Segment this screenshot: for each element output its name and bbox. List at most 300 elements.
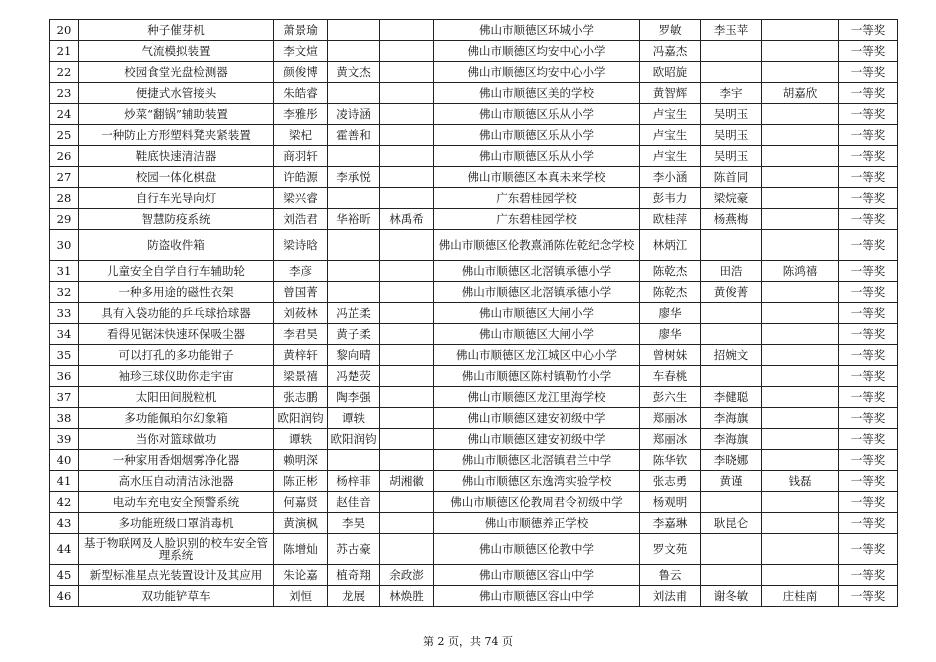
table-row bbox=[50, 125, 898, 146]
teacher-1: 鲁云 bbox=[640, 565, 701, 586]
row-number: 22 bbox=[50, 62, 79, 83]
teacher-2: 陈首同 bbox=[701, 167, 762, 188]
award-level: 一等奖 bbox=[839, 261, 898, 282]
author-2: 杨梓菲 bbox=[328, 471, 380, 492]
project-name: 一种防止方形塑料凳夹紧装置 bbox=[79, 125, 274, 146]
row-number: 37 bbox=[50, 387, 79, 408]
table-row bbox=[50, 20, 898, 41]
table-body bbox=[50, 20, 898, 607]
table-row bbox=[50, 345, 898, 366]
school-name: 佛山市顺德区美的学校 bbox=[434, 83, 640, 104]
teacher-1: 欧桂萍 bbox=[640, 209, 701, 230]
teacher-3 bbox=[762, 366, 839, 387]
school-name: 佛山市顺德区均安中心小学 bbox=[434, 41, 640, 62]
author-1: 萧景瑜 bbox=[274, 20, 328, 41]
project-name: 自行车光导向灯 bbox=[79, 188, 274, 209]
teacher-2: 李晓娜 bbox=[701, 450, 762, 471]
project-name: 可以打孔的多功能钳子 bbox=[79, 345, 274, 366]
author-3 bbox=[380, 345, 434, 366]
author-3 bbox=[380, 188, 434, 209]
row-number: 34 bbox=[50, 324, 79, 345]
table-row bbox=[50, 450, 898, 471]
teacher-2 bbox=[701, 303, 762, 324]
school-name: 佛山市顺德区建安初级中学 bbox=[434, 429, 640, 450]
teacher-3 bbox=[762, 450, 839, 471]
author-2: 李昊 bbox=[328, 513, 380, 534]
project-name: 一种多用途的磁性衣架 bbox=[79, 282, 274, 303]
teacher-2 bbox=[701, 366, 762, 387]
author-2: 冯楚荧 bbox=[328, 366, 380, 387]
teacher-2: 李健聪 bbox=[701, 387, 762, 408]
award-level: 一等奖 bbox=[839, 534, 898, 565]
project-name: 炒菜“翻锅”辅助装置 bbox=[79, 104, 274, 125]
table-row bbox=[50, 471, 898, 492]
school-name: 佛山市顺德区陈村镇勒竹小学 bbox=[434, 366, 640, 387]
author-1: 梁杞 bbox=[274, 125, 328, 146]
table-row bbox=[50, 429, 898, 450]
author-1: 谭轶 bbox=[274, 429, 328, 450]
project-name: 多功能班级口罩消毒机 bbox=[79, 513, 274, 534]
teacher-3: 庄桂南 bbox=[762, 586, 839, 607]
award-level: 一等奖 bbox=[839, 450, 898, 471]
project-name: 当你对篮球做功 bbox=[79, 429, 274, 450]
row-number: 42 bbox=[50, 492, 79, 513]
author-1: 曾国菁 bbox=[274, 282, 328, 303]
table-row bbox=[50, 408, 898, 429]
author-3 bbox=[380, 230, 434, 261]
award-level: 一等奖 bbox=[839, 167, 898, 188]
award-level: 一等奖 bbox=[839, 471, 898, 492]
school-name: 佛山市顺德区北滘镇君兰中学 bbox=[434, 450, 640, 471]
author-3: 胡湘徽 bbox=[380, 471, 434, 492]
school-name: 佛山市顺德区乐从小学 bbox=[434, 146, 640, 167]
school-name: 广东碧桂园学校 bbox=[434, 188, 640, 209]
teacher-3 bbox=[762, 492, 839, 513]
row-number: 26 bbox=[50, 146, 79, 167]
teacher-1: 陈乾杰 bbox=[640, 261, 701, 282]
award-level: 一等奖 bbox=[839, 62, 898, 83]
school-name: 佛山市顺德区北滘镇承德小学 bbox=[434, 261, 640, 282]
author-3: 林焕胜 bbox=[380, 586, 434, 607]
author-1: 刘莜林 bbox=[274, 303, 328, 324]
school-name: 佛山市顺德区伦教中学 bbox=[434, 534, 640, 565]
project-name: 儿童安全自学自行车辅助轮 bbox=[79, 261, 274, 282]
row-number: 23 bbox=[50, 83, 79, 104]
teacher-2 bbox=[701, 324, 762, 345]
award-level: 一等奖 bbox=[839, 565, 898, 586]
teacher-3 bbox=[762, 62, 839, 83]
teacher-3 bbox=[762, 209, 839, 230]
teacher-2: 黄俊菁 bbox=[701, 282, 762, 303]
project-name: 校园食堂光盘检测器 bbox=[79, 62, 274, 83]
award-level: 一等奖 bbox=[839, 387, 898, 408]
teacher-1: 卢宝生 bbox=[640, 104, 701, 125]
author-1: 梁兴睿 bbox=[274, 188, 328, 209]
project-name: 双功能铲草车 bbox=[79, 586, 274, 607]
project-name: 校园一体化棋盘 bbox=[79, 167, 274, 188]
project-name: 袖珍三球仪助你走宇宙 bbox=[79, 366, 274, 387]
author-2: 苏古豪 bbox=[328, 534, 380, 565]
teacher-1: 张志勇 bbox=[640, 471, 701, 492]
teacher-1: 罗文苑 bbox=[640, 534, 701, 565]
author-2: 黄文杰 bbox=[328, 62, 380, 83]
teacher-3 bbox=[762, 146, 839, 167]
teacher-3 bbox=[762, 104, 839, 125]
author-2: 欧阳润钧 bbox=[328, 429, 380, 450]
table-row bbox=[50, 303, 898, 324]
author-2: 黄子柔 bbox=[328, 324, 380, 345]
project-name: 基于物联网及人脸识别的校车安全管理系统 bbox=[79, 534, 274, 565]
table-row bbox=[50, 586, 898, 607]
award-level: 一等奖 bbox=[839, 104, 898, 125]
teacher-3 bbox=[762, 282, 839, 303]
author-1: 梁景禧 bbox=[274, 366, 328, 387]
teacher-1: 曾树妹 bbox=[640, 345, 701, 366]
author-1: 黄梓轩 bbox=[274, 345, 328, 366]
award-level: 一等奖 bbox=[839, 209, 898, 230]
teacher-2 bbox=[701, 534, 762, 565]
author-3 bbox=[380, 62, 434, 83]
author-2 bbox=[328, 261, 380, 282]
author-3 bbox=[380, 408, 434, 429]
teacher-1: 林炳江 bbox=[640, 230, 701, 261]
school-name: 佛山市顺德养正学校 bbox=[434, 513, 640, 534]
award-level: 一等奖 bbox=[839, 188, 898, 209]
author-3 bbox=[380, 83, 434, 104]
table-row bbox=[50, 41, 898, 62]
teacher-3 bbox=[762, 565, 839, 586]
author-3: 余政澎 bbox=[380, 565, 434, 586]
teacher-2 bbox=[701, 565, 762, 586]
author-3: 林禹希 bbox=[380, 209, 434, 230]
project-name: 一种家用香烟烟雾净化器 bbox=[79, 450, 274, 471]
author-1: 朱皓睿 bbox=[274, 83, 328, 104]
row-number: 25 bbox=[50, 125, 79, 146]
author-3 bbox=[380, 513, 434, 534]
table-row bbox=[50, 261, 898, 282]
author-3 bbox=[380, 324, 434, 345]
school-name: 佛山市顺德区建安初级中学 bbox=[434, 408, 640, 429]
project-name: 智慧防疫系统 bbox=[79, 209, 274, 230]
author-2: 霍善和 bbox=[328, 125, 380, 146]
school-name: 佛山市顺德区本真未来学校 bbox=[434, 167, 640, 188]
teacher-1: 车春桃 bbox=[640, 366, 701, 387]
author-1: 梁诗晗 bbox=[274, 230, 328, 261]
award-level: 一等奖 bbox=[839, 513, 898, 534]
author-1: 颜俊博 bbox=[274, 62, 328, 83]
row-number: 41 bbox=[50, 471, 79, 492]
teacher-1: 黄智辉 bbox=[640, 83, 701, 104]
teacher-2 bbox=[701, 62, 762, 83]
project-name: 高水压自动清洁泳池器 bbox=[79, 471, 274, 492]
teacher-1: 杨观明 bbox=[640, 492, 701, 513]
teacher-2: 谢冬敏 bbox=[701, 586, 762, 607]
teacher-1: 彭六生 bbox=[640, 387, 701, 408]
row-number: 38 bbox=[50, 408, 79, 429]
school-name: 佛山市顺德区东逸湾实验学校 bbox=[434, 471, 640, 492]
awards-table bbox=[49, 19, 898, 607]
author-3 bbox=[380, 450, 434, 471]
table-row bbox=[50, 282, 898, 303]
project-name: 便捷式水管接头 bbox=[79, 83, 274, 104]
teacher-3 bbox=[762, 513, 839, 534]
author-2: 李承悦 bbox=[328, 167, 380, 188]
project-name: 太阳田间脱粒机 bbox=[79, 387, 274, 408]
row-number: 36 bbox=[50, 366, 79, 387]
author-3 bbox=[380, 282, 434, 303]
project-name: 新型标准星点光装置设计及其应用 bbox=[79, 565, 274, 586]
author-2: 黎向晴 bbox=[328, 345, 380, 366]
teacher-1: 罗敏 bbox=[640, 20, 701, 41]
teacher-1: 廖华 bbox=[640, 303, 701, 324]
teacher-2 bbox=[701, 230, 762, 261]
teacher-1: 郑丽冰 bbox=[640, 408, 701, 429]
author-3 bbox=[380, 41, 434, 62]
teacher-1: 冯嘉杰 bbox=[640, 41, 701, 62]
table-row bbox=[50, 366, 898, 387]
school-name: 佛山市顺德区容山中学 bbox=[434, 586, 640, 607]
award-level: 一等奖 bbox=[839, 303, 898, 324]
author-1: 黄演枫 bbox=[274, 513, 328, 534]
project-name: 气流模拟装置 bbox=[79, 41, 274, 62]
author-2: 谭轶 bbox=[328, 408, 380, 429]
table-row bbox=[50, 62, 898, 83]
teacher-2: 田浩 bbox=[701, 261, 762, 282]
teacher-3 bbox=[762, 408, 839, 429]
school-name: 佛山市顺德区大闸小学 bbox=[434, 324, 640, 345]
school-name: 佛山市顺德区容山中学 bbox=[434, 565, 640, 586]
award-level: 一等奖 bbox=[839, 408, 898, 429]
award-level: 一等奖 bbox=[839, 366, 898, 387]
author-2: 植奇翔 bbox=[328, 565, 380, 586]
author-3 bbox=[380, 366, 434, 387]
author-1: 李彦 bbox=[274, 261, 328, 282]
author-2 bbox=[328, 282, 380, 303]
author-2 bbox=[328, 188, 380, 209]
author-1: 欧阳润钧 bbox=[274, 408, 328, 429]
award-level: 一等奖 bbox=[839, 586, 898, 607]
teacher-2: 吴明玉 bbox=[701, 146, 762, 167]
award-level: 一等奖 bbox=[839, 125, 898, 146]
table-row bbox=[50, 513, 898, 534]
author-2 bbox=[328, 450, 380, 471]
author-3 bbox=[380, 303, 434, 324]
author-1: 许皓源 bbox=[274, 167, 328, 188]
teacher-3 bbox=[762, 41, 839, 62]
author-2 bbox=[328, 146, 380, 167]
school-name: 佛山市顺德区伦教熹涌陈佐乾纪念学校 bbox=[434, 230, 640, 261]
row-number: 24 bbox=[50, 104, 79, 125]
award-level: 一等奖 bbox=[839, 345, 898, 366]
table-row bbox=[50, 167, 898, 188]
row-number: 28 bbox=[50, 188, 79, 209]
teacher-1: 欧昭旋 bbox=[640, 62, 701, 83]
teacher-1: 陈乾杰 bbox=[640, 282, 701, 303]
school-name: 佛山市顺德区龙江城区中心小学 bbox=[434, 345, 640, 366]
row-number: 27 bbox=[50, 167, 79, 188]
author-1: 李君昊 bbox=[274, 324, 328, 345]
row-number: 39 bbox=[50, 429, 79, 450]
award-level: 一等奖 bbox=[839, 41, 898, 62]
teacher-2: 梁烷豪 bbox=[701, 188, 762, 209]
row-number: 33 bbox=[50, 303, 79, 324]
teacher-1: 彭韦力 bbox=[640, 188, 701, 209]
award-level: 一等奖 bbox=[839, 20, 898, 41]
table-row bbox=[50, 387, 898, 408]
author-2: 陶李强 bbox=[328, 387, 380, 408]
row-number: 29 bbox=[50, 209, 79, 230]
project-name: 看得见锯沫快速环保吸尘器 bbox=[79, 324, 274, 345]
table-row bbox=[50, 209, 898, 230]
author-3 bbox=[380, 167, 434, 188]
award-level: 一等奖 bbox=[839, 83, 898, 104]
teacher-3: 陈鸿禧 bbox=[762, 261, 839, 282]
table-row bbox=[50, 104, 898, 125]
row-number: 21 bbox=[50, 41, 79, 62]
author-3 bbox=[380, 534, 434, 565]
author-3 bbox=[380, 20, 434, 41]
author-3 bbox=[380, 429, 434, 450]
row-number: 20 bbox=[50, 20, 79, 41]
author-1: 刘浩君 bbox=[274, 209, 328, 230]
author-3 bbox=[380, 387, 434, 408]
teacher-3 bbox=[762, 324, 839, 345]
teacher-2: 黄谨 bbox=[701, 471, 762, 492]
author-2: 华裕昕 bbox=[328, 209, 380, 230]
teacher-1: 卢宝生 bbox=[640, 146, 701, 167]
row-number: 31 bbox=[50, 261, 79, 282]
school-name: 广东碧桂园学校 bbox=[434, 209, 640, 230]
teacher-3 bbox=[762, 345, 839, 366]
page-footer: 第 2 页，共 74 页 bbox=[423, 635, 513, 648]
project-name: 具有入袋功能的乒乓球拾球器 bbox=[79, 303, 274, 324]
school-name: 佛山市顺德区环城小学 bbox=[434, 20, 640, 41]
school-name: 佛山市顺德区均安中心小学 bbox=[434, 62, 640, 83]
author-1: 刘恒 bbox=[274, 586, 328, 607]
teacher-2: 吴明玉 bbox=[701, 104, 762, 125]
author-3 bbox=[380, 125, 434, 146]
row-number: 32 bbox=[50, 282, 79, 303]
project-name: 多功能佩珀尔幻象箱 bbox=[79, 408, 274, 429]
author-1: 张志鹏 bbox=[274, 387, 328, 408]
author-2 bbox=[328, 230, 380, 261]
author-2: 龙展 bbox=[328, 586, 380, 607]
table-row bbox=[50, 146, 898, 167]
author-2: 凌诗涵 bbox=[328, 104, 380, 125]
teacher-2: 李玉苹 bbox=[701, 20, 762, 41]
author-1: 陈增灿 bbox=[274, 534, 328, 565]
author-3 bbox=[380, 261, 434, 282]
author-2: 赵佳音 bbox=[328, 492, 380, 513]
row-number: 40 bbox=[50, 450, 79, 471]
row-number: 45 bbox=[50, 565, 79, 586]
school-name: 佛山市顺德区北滘镇承德小学 bbox=[434, 282, 640, 303]
table-row bbox=[50, 565, 898, 586]
teacher-3 bbox=[762, 125, 839, 146]
school-name: 佛山市顺德区大闸小学 bbox=[434, 303, 640, 324]
author-1: 朱论嘉 bbox=[274, 565, 328, 586]
teacher-2: 吴明玉 bbox=[701, 125, 762, 146]
school-name: 佛山市顺德区伦教周君令初级中学 bbox=[434, 492, 640, 513]
project-name: 电动车充电安全预警系统 bbox=[79, 492, 274, 513]
author-2 bbox=[328, 20, 380, 41]
teacher-2: 李海旗 bbox=[701, 429, 762, 450]
teacher-2 bbox=[701, 41, 762, 62]
school-name: 佛山市顺德区乐从小学 bbox=[434, 104, 640, 125]
project-name: 鞋底快速清洁器 bbox=[79, 146, 274, 167]
project-name: 种子催芽机 bbox=[79, 20, 274, 41]
row-number: 46 bbox=[50, 586, 79, 607]
table-row bbox=[50, 324, 898, 345]
teacher-1: 陈华钦 bbox=[640, 450, 701, 471]
author-2 bbox=[328, 41, 380, 62]
award-level: 一等奖 bbox=[839, 492, 898, 513]
row-number: 43 bbox=[50, 513, 79, 534]
teacher-2: 李宇 bbox=[701, 83, 762, 104]
award-level: 一等奖 bbox=[839, 429, 898, 450]
teacher-3 bbox=[762, 303, 839, 324]
author-1: 李文煊 bbox=[274, 41, 328, 62]
teacher-3 bbox=[762, 534, 839, 565]
author-1: 商羽轩 bbox=[274, 146, 328, 167]
teacher-2: 李海旗 bbox=[701, 408, 762, 429]
teacher-3: 胡嘉欣 bbox=[762, 83, 839, 104]
author-1: 赖明深 bbox=[274, 450, 328, 471]
author-3 bbox=[380, 146, 434, 167]
row-number: 30 bbox=[50, 230, 79, 261]
row-number: 44 bbox=[50, 534, 79, 565]
teacher-3 bbox=[762, 188, 839, 209]
teacher-1: 李嘉琳 bbox=[640, 513, 701, 534]
teacher-2: 杨燕梅 bbox=[701, 209, 762, 230]
award-level: 一等奖 bbox=[839, 146, 898, 167]
project-name: 防盗收件箱 bbox=[79, 230, 274, 261]
school-name: 佛山市顺德区龙江里海学校 bbox=[434, 387, 640, 408]
teacher-2: 招婉文 bbox=[701, 345, 762, 366]
teacher-1: 郑丽冰 bbox=[640, 429, 701, 450]
author-3 bbox=[380, 104, 434, 125]
award-level: 一等奖 bbox=[839, 230, 898, 261]
table-row bbox=[50, 83, 898, 104]
teacher-3 bbox=[762, 167, 839, 188]
table-row bbox=[50, 188, 898, 209]
author-3 bbox=[380, 492, 434, 513]
teacher-3 bbox=[762, 387, 839, 408]
author-1: 李雅彤 bbox=[274, 104, 328, 125]
author-1: 何嘉贤 bbox=[274, 492, 328, 513]
teacher-3 bbox=[762, 20, 839, 41]
table-row bbox=[50, 492, 898, 513]
teacher-3 bbox=[762, 230, 839, 261]
author-1: 陈正彬 bbox=[274, 471, 328, 492]
row-number: 35 bbox=[50, 345, 79, 366]
award-level: 一等奖 bbox=[839, 282, 898, 303]
teacher-1: 卢宝生 bbox=[640, 125, 701, 146]
teacher-3 bbox=[762, 429, 839, 450]
table-row bbox=[50, 534, 898, 565]
school-name: 佛山市顺德区乐从小学 bbox=[434, 125, 640, 146]
teacher-2 bbox=[701, 492, 762, 513]
teacher-2: 耿昆仑 bbox=[701, 513, 762, 534]
teacher-1: 廖华 bbox=[640, 324, 701, 345]
teacher-1: 李小涵 bbox=[640, 167, 701, 188]
author-2: 冯芷柔 bbox=[328, 303, 380, 324]
teacher-1: 刘法甫 bbox=[640, 586, 701, 607]
table-row bbox=[50, 230, 898, 261]
author-2 bbox=[328, 83, 380, 104]
award-level: 一等奖 bbox=[839, 324, 898, 345]
teacher-3: 钱磊 bbox=[762, 471, 839, 492]
